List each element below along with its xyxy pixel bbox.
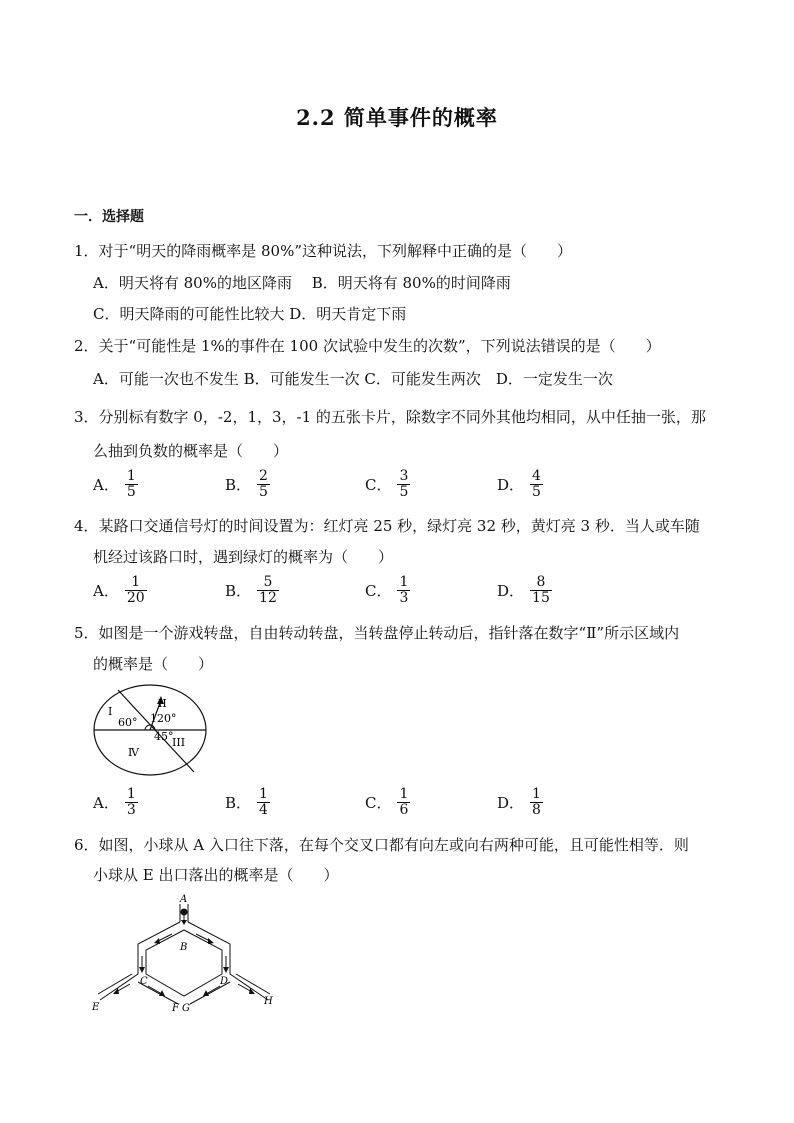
fraction-denominator: 8 bbox=[532, 802, 541, 818]
fraction bbox=[257, 469, 270, 500]
region-III-label: III bbox=[172, 736, 186, 749]
point-H-label: H bbox=[264, 996, 273, 1007]
point-E-label: E bbox=[92, 1002, 100, 1013]
fraction-numerator: 4 bbox=[532, 468, 541, 484]
fraction bbox=[257, 575, 279, 606]
section-heading: 一．选择题 bbox=[74, 209, 144, 225]
fraction-denominator: 12 bbox=[259, 590, 277, 606]
angle-45-label: 45° bbox=[154, 730, 174, 743]
fraction bbox=[125, 469, 138, 500]
question-5-option-b bbox=[225, 787, 270, 818]
fraction-denominator: 3 bbox=[399, 590, 409, 606]
option-label: D． bbox=[497, 582, 525, 600]
question-3-stem-line-2: 么抽到负数的概率是（ ） bbox=[93, 442, 289, 460]
point-D-label: D bbox=[220, 976, 229, 987]
fraction bbox=[530, 787, 543, 818]
option-label: C． bbox=[365, 794, 392, 812]
option-label: A． bbox=[93, 582, 119, 600]
question-6-stem-line-2: 小球从 E 出口落出的概率是（ ） bbox=[93, 866, 339, 884]
point-G-label: G bbox=[182, 1003, 190, 1014]
spinner-figure bbox=[88, 682, 218, 782]
question-5-stem-line-2: 的概率是（ ） bbox=[93, 655, 214, 673]
region-IV-label: Ⅳ bbox=[128, 746, 139, 759]
question-3-option-b bbox=[225, 469, 270, 500]
point-B-label: B bbox=[180, 942, 188, 953]
question-6-stem-line-1: 6．如图，小球从 A 入口往下落，在每个交叉口都有向左或向右两种可能，且可能性相等．则 bbox=[74, 836, 689, 854]
fraction-numerator: 1 bbox=[126, 468, 136, 484]
question-2-stem: 2．关于“可能性是 1%的事件在 100 次试验中发生的次数”，下列说法错误的是（ ） bbox=[74, 337, 661, 355]
option-label: C． bbox=[365, 582, 392, 600]
fraction bbox=[397, 575, 410, 606]
question-2-options-row-1: A．可能一次也不发生 B．可能发生一次 C．可能发生两次 D．一定发生一次 bbox=[93, 370, 613, 388]
option-label: B． bbox=[225, 476, 252, 494]
question-5-option-d bbox=[497, 787, 543, 818]
fraction bbox=[397, 787, 410, 818]
fraction bbox=[125, 575, 147, 606]
option-label: D． bbox=[497, 794, 525, 812]
ball-path-figure bbox=[86, 890, 286, 1020]
option-label: B． bbox=[225, 794, 252, 812]
fraction-numerator: 2 bbox=[259, 468, 268, 484]
fraction-denominator: 5 bbox=[399, 484, 409, 500]
fraction-numerator: 8 bbox=[536, 574, 546, 590]
question-4-option-b bbox=[225, 575, 279, 606]
fraction bbox=[397, 469, 410, 500]
fraction-denominator: 20 bbox=[126, 590, 145, 606]
fraction-denominator: 6 bbox=[399, 802, 409, 818]
angle-60-label: 60° bbox=[118, 716, 138, 729]
option-label: C． bbox=[365, 476, 392, 494]
fraction-numerator: 5 bbox=[263, 574, 273, 590]
question-3-option-a bbox=[93, 469, 138, 500]
question-1-options-row-2: C．明天降雨的可能性比较大 D．明天肯定下雨 bbox=[93, 305, 407, 323]
option-label: B． bbox=[225, 582, 252, 600]
point-A-label: A bbox=[180, 894, 188, 905]
question-5-option-c bbox=[365, 787, 410, 818]
fraction-denominator: 5 bbox=[126, 484, 136, 500]
point-F-label: F bbox=[172, 1003, 179, 1014]
question-4-stem-line-1: 4．某路口交通信号灯的时间设置为：红灯亮 25 秒，绿灯亮 32 秒，黄灯亮 3 秒．当人或车随 bbox=[74, 517, 700, 535]
question-1-stem: 1．对于“明天的降雨概率是 80%”这种说法，下列解释中正确的是（ ） bbox=[74, 242, 572, 260]
fraction-numerator: 1 bbox=[131, 574, 141, 590]
question-1-options-row-1: A．明天将有 80%的地区降雨 B．明天将有 80%的时间降雨 bbox=[93, 274, 511, 292]
region-II-label: II bbox=[158, 697, 167, 710]
fraction bbox=[530, 469, 543, 500]
question-3-option-d bbox=[497, 469, 543, 500]
fraction-numerator: 3 bbox=[399, 468, 409, 484]
point-C-label: C bbox=[140, 976, 148, 987]
fraction bbox=[125, 787, 138, 818]
page-title: 2.2 简单事件的概率 bbox=[296, 105, 498, 130]
fraction-numerator: 1 bbox=[126, 786, 136, 802]
question-4-stem-line-2: 机经过该路口时，遇到绿灯的概率为（ ） bbox=[93, 548, 394, 566]
question-3-stem-line-1: 3．分别标有数字 0，-2，1，3，-1 的五张卡片，除数字不同外其他均相同，从中任抽一张，那 bbox=[74, 408, 706, 426]
question-3-option-c bbox=[365, 469, 410, 500]
fraction-numerator: 1 bbox=[532, 786, 541, 802]
angle-120-label: 120° bbox=[150, 712, 177, 725]
question-4-option-a bbox=[93, 575, 147, 606]
question-5-stem-line-1: 5．如图是一个游戏转盘，自由转动转盘，当转盘停止转动后，指针落在数字“Ⅱ”所示区域内 bbox=[74, 624, 680, 642]
option-label: A． bbox=[93, 476, 119, 494]
question-4-option-d bbox=[497, 575, 552, 606]
fraction-denominator: 3 bbox=[126, 802, 136, 818]
fraction-denominator: 15 bbox=[532, 590, 550, 606]
fraction-denominator: 5 bbox=[259, 484, 268, 500]
fraction bbox=[257, 787, 270, 818]
ball-icon bbox=[181, 909, 188, 916]
question-4-option-c bbox=[365, 575, 410, 606]
region-I-label: I bbox=[108, 705, 113, 718]
question-5-option-a bbox=[93, 787, 138, 818]
fraction bbox=[530, 575, 552, 606]
option-label: D． bbox=[497, 476, 525, 494]
fraction-denominator: 4 bbox=[259, 802, 268, 818]
fraction-denominator: 5 bbox=[532, 484, 541, 500]
fraction-numerator: 1 bbox=[399, 786, 409, 802]
down-arrow-icon bbox=[181, 920, 187, 925]
option-label: A． bbox=[93, 794, 119, 812]
fraction-numerator: 1 bbox=[399, 574, 409, 590]
fraction-numerator: 1 bbox=[259, 786, 268, 802]
